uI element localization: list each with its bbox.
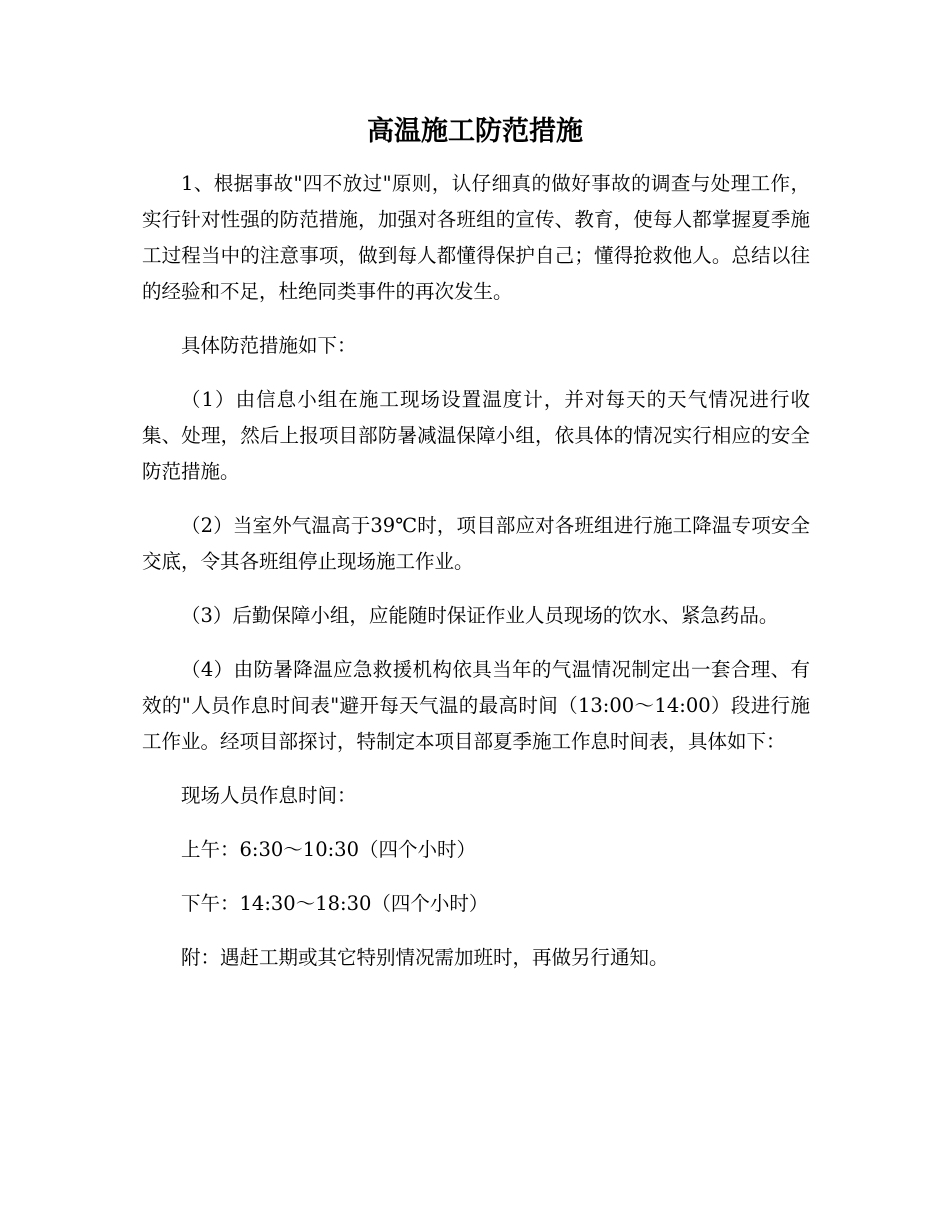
paragraph-schedule-morning: 上午：6:30～10:30（四个小时）: [181, 838, 476, 861]
paragraph-accident-principle: 1、根据事故"四不放过"原则，认仔细真的做好事故的调查与处理工作，实行针对性强的防范措施，加强对各班组的宣传、教育，使每人都掌握夏季施工过程当中的注意事项，做到每人都懂得保护自己；懂得抢救他人。总结以往的经验和不足，杜绝同类事件的再次发生。: [142, 172, 810, 303]
document-title: 高温施工防范措施: [367, 116, 583, 147]
paragraph-schedule-heading: 现场人员作息时间：: [181, 784, 357, 807]
document-body: [142, 166, 810, 994]
paragraph-measure-1: （1）由信息小组在施工现场设置温度计，并对每天的天气情况进行收集、处理，然后上报项目部防暑减温保障小组，依具体的情况实行相应的安全防范措施。: [142, 388, 810, 483]
paragraph-schedule-afternoon: 下午：14:30～18:30（四个小时）: [181, 892, 489, 915]
paragraph-measure-4: （4）由防暑降温应急救援机构依具当年的气温情况制定出一套合理、有效的"人员作息时间表"避开每天气温的最高时间（13:00～14:00）段进行施工作业。经项目部探讨，特制定本项目部夏季施工作息时间表，具体如下：: [142, 658, 810, 753]
paragraph-measure-3: （3）后勤保障小组，应能随时保证作业人员现场的饮水、紧急药品。: [181, 604, 779, 627]
paragraph-note: 附：遇赶工期或其它特别情况需加班时，再做另行通知。: [181, 946, 669, 969]
paragraph-measures-intro: 具体防范措施如下：: [181, 334, 357, 357]
paragraph-measure-2: （2）当室外气温高于39℃时，项目部应对各班组进行施工降温专项安全交底，令其各班组停止现场施工作业。: [142, 514, 810, 573]
